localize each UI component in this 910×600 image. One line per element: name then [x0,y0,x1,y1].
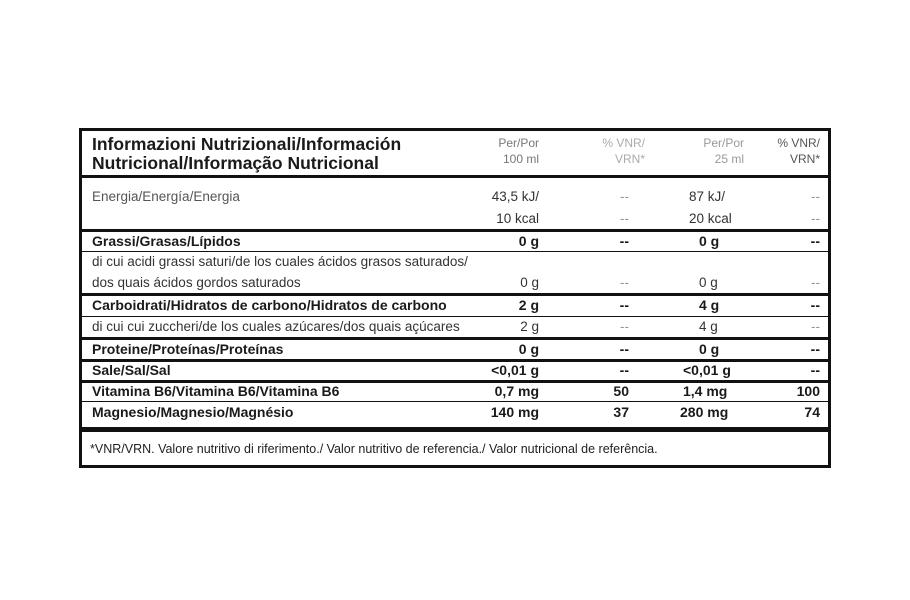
row-salt-vnr-25: -- [810,362,820,378]
row-sat-vnr-100: -- [620,275,629,290]
row-energy-kj-25: 87 kJ/ [689,189,726,204]
row-protein-vnr-25: -- [810,341,820,357]
row-energy-kcal-100: 10 kcal [496,211,539,226]
col-vnr-100ml-header [582,135,645,167]
divider-carb [82,316,828,317]
row-sugar-vnr-100: -- [620,319,629,334]
col-vnr-100ml-line1: % VNR/ [602,136,645,150]
row-protein-label: Proteine/Proteínas/Proteínas [92,341,284,357]
row-sat-100: 0 g [520,275,539,290]
divider-sugar [82,337,828,340]
row-sat-label-line1: di cui acidi grassi saturi/de los cuales ácidos grasos saturados/ [92,254,468,269]
row-mg-vnr-25: 74 [804,404,820,420]
col-per-100ml-line1: Per/Por [498,136,539,150]
row-b6-100: 0,7 mg [494,383,539,399]
row-sugar-100: 2 g [520,319,539,334]
row-sugar-label: di cui cui zuccheri/de los cuales azúcares/dos quais açúcares [92,319,460,334]
row-energy-vnr-100-b: -- [620,211,629,226]
row-sugar-25: 4 g [699,319,718,334]
row-mg-25: 280 mg [680,404,729,420]
row-mg-label: Magnesio/Magnesio/Magnésio [92,404,294,420]
row-carb-100: 2 g [518,297,539,313]
row-carb-vnr-25: -- [810,297,820,313]
row-b6-vnr-25: 100 [796,383,820,399]
table-title-line1: Informazioni Nutrizionali/Información [92,134,402,154]
row-carb-25: 4 g [699,297,720,313]
col-vnr-25ml-line2: VRN* [789,152,820,166]
row-b6-label: Vitamina B6/Vitamina B6/Vitamina B6 [92,383,340,399]
row-energy-vnr-25-b: -- [811,211,820,226]
row-sugar-vnr-25: -- [811,319,820,334]
row-salt-label: Sale/Sal/Sal [92,362,171,378]
row-energy-label: Energia/Energía/Energia [92,189,240,204]
row-sat-label-line2: dos quais ácidos gordos saturados [92,275,301,290]
col-vnr-25ml-line1: % VNR/ [777,136,820,150]
row-salt-100: <0,01 g [491,362,539,378]
row-fat-vnr-25: -- [810,233,820,249]
row-protein-100: 0 g [518,341,539,357]
row-salt-25: <0,01 g [683,362,731,378]
table-title-line2: Nutricional/Informação Nutricional [92,153,379,173]
row-fat-25: 0 g [699,233,720,249]
row-protein-vnr-100: -- [619,341,629,357]
divider-b6 [82,401,828,402]
footer-divider [82,427,828,432]
divider-fat [82,251,828,252]
row-carb-label: Carboidrati/Hidratos de carbono/Hidratos de carbono [92,297,447,313]
divider-sat [82,293,828,296]
row-mg-vnr-100: 37 [613,404,629,420]
row-fat-label: Grassi/Grasas/Lípidos [92,233,241,249]
col-vnr-100ml-line2: VRN* [614,152,645,166]
col-per-25ml-line2: 25 ml [714,152,744,166]
col-vnr-25ml-header [762,135,820,167]
row-fat-vnr-100: -- [619,233,629,249]
header-divider [82,175,828,178]
row-b6-vnr-100: 50 [613,383,629,399]
row-b6-25: 1,4 mg [683,383,728,399]
row-sat-vnr-25: -- [811,275,820,290]
row-sat-25: 0 g [699,275,718,290]
row-carb-vnr-100: -- [619,297,629,313]
col-per-25ml-header [672,135,744,167]
row-energy-vnr-100-a: -- [620,189,629,204]
row-energy-vnr-25-a: -- [811,189,820,204]
table-title [92,135,401,173]
row-protein-25: 0 g [699,341,720,357]
row-mg-100: 140 mg [490,404,539,420]
col-per-100ml-header [462,135,539,167]
row-salt-vnr-100: -- [619,362,629,378]
col-per-25ml-line1: Per/Por [703,136,744,150]
row-energy-kj-100: 43,5 kJ/ [491,189,539,204]
nutrition-label [79,128,831,468]
row-energy-kcal-25: 20 kcal [689,211,732,226]
divider-energy [82,229,828,232]
col-per-100ml-line2: 100 ml [502,152,539,166]
row-fat-100: 0 g [518,233,539,249]
footnote: *VNR/VRN. Valore nutritivo di riferimento./ Valor nutritivo de referencia./ Valor nutricional de referência. [90,442,658,456]
